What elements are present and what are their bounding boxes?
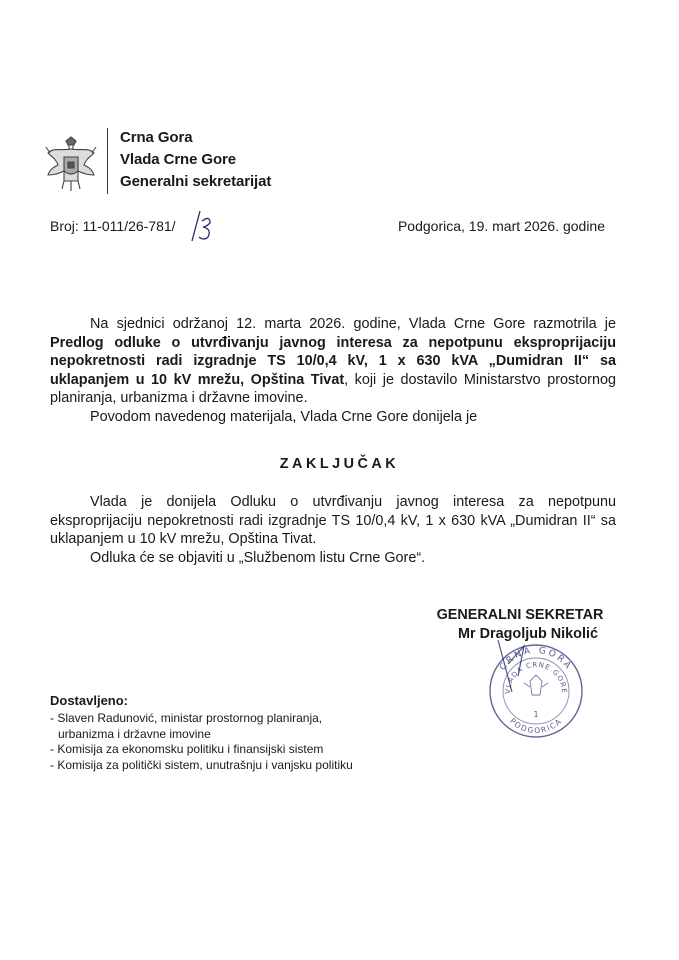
signature-scribble <box>492 636 542 696</box>
intro-text-bold: Predlog odluke o utvrđivanju javnog interesa za nepotpunu eksproprijaciju nepokretnosti radi izgradnje TS 10/0,4 kV, 1 x 630 kVA „Dumidran II“ sa uklapanjem u 10 kV mrežu, Opština Tivat <box>50 334 616 388</box>
intro-section <box>50 315 616 426</box>
publication-paragraph: Odluka će se objaviti u „Službenom listu Crne Gore“. <box>90 549 426 566</box>
signatory-name: Mr Dragoljub Nikolić <box>458 626 598 642</box>
government-name: Vlada Crne Gore <box>120 151 237 168</box>
letterhead <box>120 127 271 193</box>
distribution-title: Dostavljeno: <box>50 693 129 708</box>
place-and-date: Podgorica, 19. mart 2026. godine <box>397 218 605 234</box>
conclusion-section <box>50 493 616 567</box>
coat-of-arms-icon <box>44 135 98 193</box>
header-divider <box>107 128 108 194</box>
handwritten-number <box>188 207 218 245</box>
intro-paragraph <box>50 315 616 408</box>
distribution-item: - Komisija za politički sistem, unutrašnju i vanjsku politiku <box>50 757 353 772</box>
signatory-role: GENERALNI SEKRETAR <box>436 607 604 623</box>
conclusion-paragraph: Vlada je donijela Odluku o utvrđivanju javnog interesa za nepotpunu eksproprijaciju nepokretnosti radi izgradnje TS 10/0,4 kV, 1 x 630 kVA „Dumidran II“ sa uklapanjem u 10 kV mrežu, Opština Tivat. <box>50 494 616 547</box>
country-name: Crna Gora <box>120 129 193 146</box>
distribution-list <box>50 693 358 773</box>
reference-number: Broj: 11-011/26-781/ <box>50 218 176 234</box>
stamp-top-text: CRNA GORA <box>498 645 574 673</box>
adoption-paragraph: Povodom navedenog materijala, Vlada Crne Gore donijela je <box>90 408 478 425</box>
intro-text-b: , koji je dostavilo Ministarstvo prostornog planiranja, urbanizma i državne imovine. <box>50 371 616 406</box>
stamp-mid-text: VLADA CRNE GORE <box>503 660 569 695</box>
distribution-item <box>50 711 358 742</box>
distribution-item: - Komisija za ekonomsku politiku i finansijski sistem <box>50 742 324 756</box>
office-name: Generalni sekretarijat <box>120 173 272 190</box>
conclusion-title: ZAKLJUČAK <box>279 456 400 472</box>
stamp-number: 1 <box>533 710 539 719</box>
stamp-bottom-text: PODGORICA <box>508 716 564 736</box>
intro-text-a: Na sjednici održanoj 12. marta 2026. godine, Vlada Crne Gore razmotrila je <box>90 316 616 332</box>
distribution-item-text: - Slaven Radunović, ministar prostornog planiranja, urbanizma i državne imovine <box>50 711 323 741</box>
